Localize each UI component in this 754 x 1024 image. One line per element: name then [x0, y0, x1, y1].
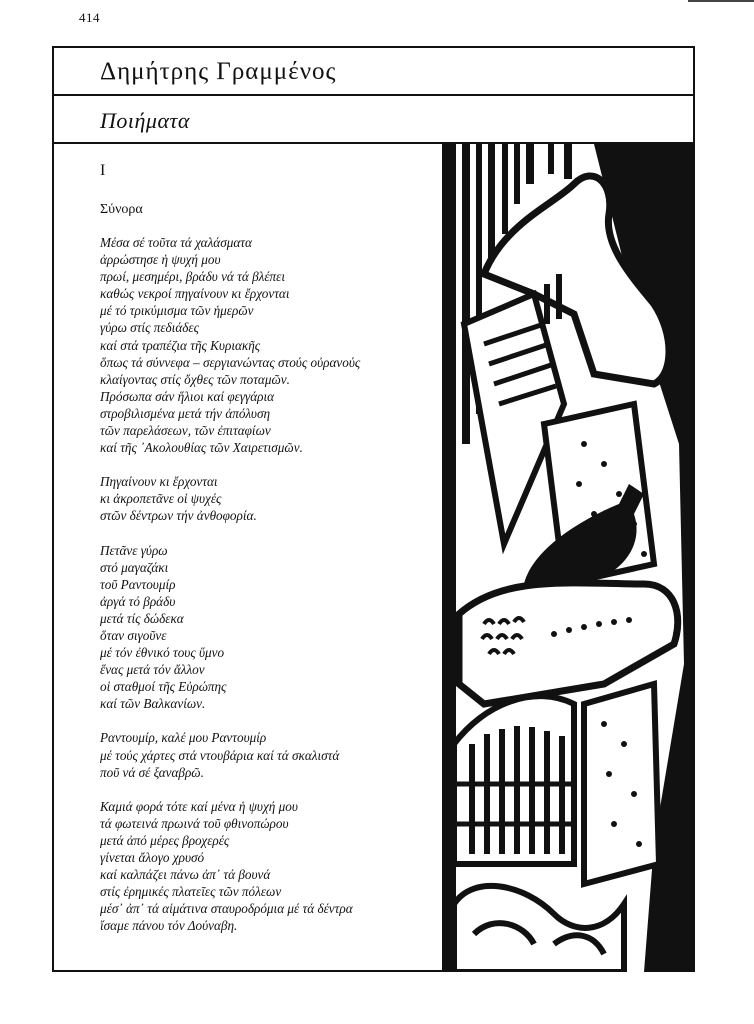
poem-line: καί καλπάζει πάνω ἀπ᾿ τά βουνά: [100, 867, 271, 883]
poem-line: γίνεται ἄλογο χρυσό: [100, 850, 205, 865]
poem-line: τά φωτεινά πρωινά τοῦ φθινοπώρου: [100, 815, 289, 831]
poem-line: Μέσα σέ τοῦτα τά χαλάσματα: [100, 235, 252, 250]
poem-line: Καμιά φορά τότε καί μένα ἡ ψυχή μου: [100, 798, 298, 814]
page-number: 414: [79, 10, 100, 25]
poem-title: Σύνορα: [100, 202, 143, 217]
top-edge-rule: [688, 0, 754, 2]
author-name: Δημήτρης Γραμμένος: [100, 58, 337, 85]
stanza: [100, 798, 440, 935]
poem-line: ἕνας μετά τόν ἄλλον: [100, 662, 205, 678]
poem-line: τῶν παρελάσεων, τῶν ἐπιταφίων: [100, 423, 271, 439]
poem-line: Πετᾶνε γύρω: [100, 542, 168, 558]
poem-line: κι ἀκροπετᾶνε οἱ ψυχές: [100, 491, 222, 507]
woodcut-illustration-icon: [444, 144, 695, 972]
author-header: [52, 46, 695, 96]
poem-line: Ραντουμίρ, καλέ μου Ραντουμίρ: [100, 730, 267, 746]
poem-line: στό μαγαζάκι: [100, 559, 169, 575]
poem-line: κλαίγοντας στίς ὄχθες τῶν ποταμῶν.: [100, 371, 290, 387]
stanza: [100, 473, 440, 524]
collection-header: [52, 96, 695, 144]
poem-line: καί τῆς ᾿Ακολουθίας τῶν Χαιρετισμῶν.: [100, 440, 303, 456]
poem-line: μέ τόν ἐθνικό τους ὕμνο: [100, 645, 225, 661]
poem-line: ἀρρώστησε ἡ ψυχή μου: [100, 252, 221, 268]
poem-line: Πρόσωπα σάν ἥλιοι καί φεγγάρια: [100, 388, 275, 404]
poem-line: στροβιλισμένα μετά τήν ἀπόλυση: [100, 405, 271, 421]
poem-line: καί τῶν Βαλκανίων.: [100, 696, 206, 712]
poem-line: ἴσαμε πάνου τόν Δούναβη.: [100, 918, 238, 934]
poem-line: γύρω στίς πεδιάδες: [100, 320, 199, 336]
stanza: [100, 729, 440, 780]
poem-line: ὅπως τά σύννεφα – σεργιανώντας στούς οὐρανούς: [100, 354, 361, 370]
poem-line: πρωί, μεσημέρι, βράδυ νά τά βλέπει: [100, 269, 286, 285]
poem-column: [52, 144, 444, 972]
poem-line: μέ τούς χάρτες στά ντουβάρια καί τά σκαλιστά: [100, 747, 340, 763]
collection-title: Ποιήματα: [100, 108, 190, 133]
poem-line: Πηγαίνουν κι ἔρχονται: [100, 474, 218, 490]
poem-body: [100, 234, 440, 951]
poem-line: μέσ᾿ ἀπ᾿ τά αἱμάτινα σταυροδρόμια μέ τά δέντρα: [100, 901, 353, 917]
poem-line: μετά ἀπό μέρες βροχερές: [100, 832, 230, 848]
stanza: [100, 542, 440, 713]
stanza: [100, 234, 440, 456]
poem-line: καί στά τραπέζια τῆς Κυριακῆς: [100, 337, 261, 353]
poem-line: στίς ἐρημικές πλατεῖες τῶν πόλεων: [100, 884, 282, 900]
poem-line: μετά τίς δώδεκα: [100, 610, 184, 626]
poem-line: μέ τό τρικύμισμα τῶν ἡμερῶν: [100, 303, 254, 319]
poem-line: στῶν δέντρων τήν ἀνθοφορία.: [100, 508, 257, 524]
poem-line: καθώς νεκροί πηγαίνουν κι ἔρχονται: [100, 286, 290, 302]
poem-line: ποῦ νά σέ ξαναβρῶ.: [100, 764, 204, 780]
poem-line: τοῦ Ραντουμίρ: [100, 576, 176, 592]
woodcut-illustration: [444, 144, 695, 972]
poem-line: ὅταν σιγοῦνε: [100, 627, 167, 643]
poem-line: ἀργά τό βράδυ: [100, 593, 176, 609]
poem-line: οἱ σταθμοί τῆς Εὐρώπης: [100, 679, 227, 695]
section-numeral: I: [100, 162, 106, 179]
